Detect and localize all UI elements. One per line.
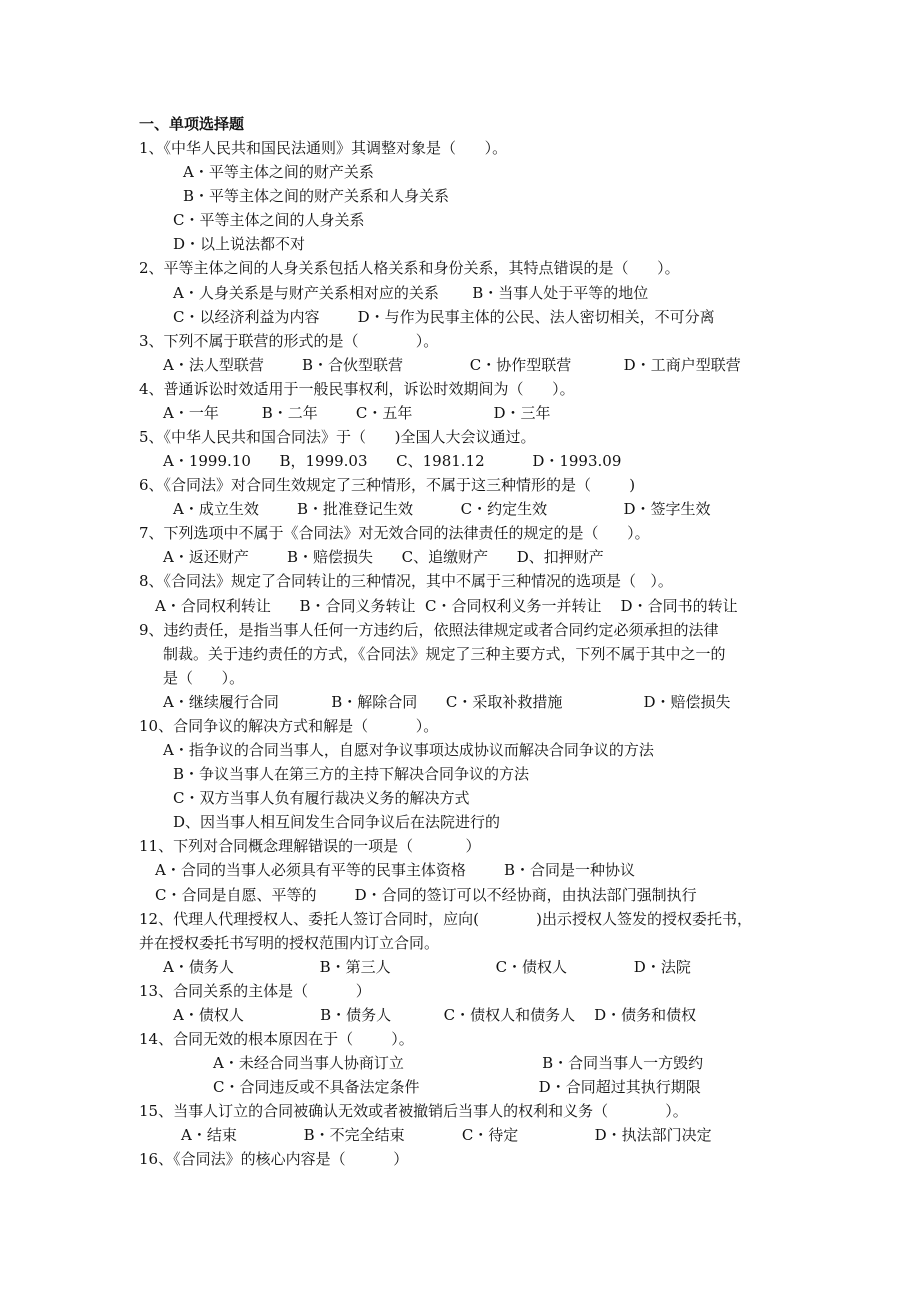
question-6: 6、《合同法》对合同生效规定了三种情形，不属于这三种情形的是（ ) xyxy=(139,476,636,494)
question-16: 16、《合同法》的核心内容是（ ） xyxy=(139,1150,409,1168)
option-line: C・双方当事人负有履行裁决义务的解决方式 xyxy=(173,789,470,807)
option-line: C・以经济利益为内容 D・与作为民事主体的公民、法人密切相关，不可分离 xyxy=(173,308,715,326)
option-line: C・平等主体之间的人身关系 xyxy=(173,211,365,229)
option-line: A・结束 B・不完全结束 C・待定 D・执法部门决定 xyxy=(181,1126,712,1144)
option-line: D、因当事人相互间发生合同争议后在法院进行的 xyxy=(173,813,501,831)
question-10: 10、合同争议的解决方式和解是（ ）。 xyxy=(139,717,439,735)
option-line: C・合同是自愿、平等的 D・合同的签订可以不经协商，由执法部门强制执行 xyxy=(155,886,697,904)
option-line: A・一年 B・二年 C・五年 D・三年 xyxy=(163,404,551,422)
question-15: 15、当事人订立的合同被确认无效或者被撤销后当事人的权利和义务（ ）。 xyxy=(139,1102,688,1120)
option-line: A・未经合同当事人协商订立 B・合同当事人一方毁约 xyxy=(213,1054,704,1072)
question-5: 5、《中华人民共和国合同法》于（ )全国人大会议通过。 xyxy=(139,428,536,446)
question-7: 7、下列选项中不属于《合同法》对无效合同的法律责任的规定的是（ ）。 xyxy=(139,524,650,542)
option-line: C・合同违反或不具备法定条件 D・合同超过其执行期限 xyxy=(213,1078,701,1096)
question-9-continued: 是（ ）。 xyxy=(163,669,245,687)
question-12: 12、代理人代理授权人、委托人签订合同时，应向( )出示授权人签发的授权委托书， xyxy=(139,910,753,928)
option-line: A・1999.10 B，1999.03 C、1981.12 D・1993.09 xyxy=(163,452,622,470)
question-13: 13、合同关系的主体是（ ） xyxy=(139,982,371,1000)
question-1: 1、《中华人民共和国民法通则》其调整对象是（ ）。 xyxy=(139,139,508,157)
option-line: A・法人型联营 B・合伙型联营 C・协作型联营 D・工商户型联营 xyxy=(163,356,741,374)
question-9-continued: 制裁。关于违约责任的方式，《合同法》规定了三种主要方式，下列不属于其中之一的 xyxy=(163,645,726,663)
option-line: A・平等主体之间的财产关系 xyxy=(183,163,374,181)
question-9: 9、违约责任，是指当事人任何一方违约后，依照法律规定或者合同约定必须承担的法律 xyxy=(139,621,719,639)
option-line: A・债务人 B・第三人 C・债权人 D・法院 xyxy=(163,958,691,976)
section-title: 一、单项选择题 xyxy=(139,115,245,133)
option-line: B・平等主体之间的财产关系和人身关系 xyxy=(183,187,450,205)
option-line: A・返还财产 B・赔偿损失 C、追缴财产 D、扣押财产 xyxy=(163,548,604,566)
question-2: 2、平等主体之间的人身关系包括人格关系和身份关系，其特点错误的是（ ）。 xyxy=(139,259,680,277)
question-8: 8、《合同法》规定了合同转让的三种情况，其中不属于三种情况的选项是（ ）。 xyxy=(139,572,673,590)
question-3: 3、下列不属于联营的形式的是（ ）。 xyxy=(139,332,439,350)
question-4: 4、普通诉讼时效适用于一般民事权利，诉讼时效期间为（ ）。 xyxy=(139,380,575,398)
option-line: D・以上说法都不对 xyxy=(173,235,306,253)
option-line: A・人身关系是与财产关系相对应的关系 B・当事人处于平等的地位 xyxy=(173,284,649,302)
question-12-continued: 并在授权委托书写明的授权范围内订立合同。 xyxy=(139,934,440,952)
question-14: 14、合同无效的根本原因在于（ ）。 xyxy=(139,1030,414,1048)
option-line: A・成立生效 B・批准登记生效 C・约定生效 D・签字生效 xyxy=(173,500,711,518)
option-line: B・争议当事人在第三方的主持下解决合同争议的方法 xyxy=(173,765,530,783)
option-line: A・合同的当事人必须具有平等的民事主体资格 B・合同是一种协议 xyxy=(155,861,636,879)
option-line: A・继续履行合同 B・解除合同 C・采取补救措施 D・赔偿损失 xyxy=(163,693,731,711)
option-line: A・债权人 B・债务人 C・债权人和债务人 D・债务和债权 xyxy=(173,1006,697,1024)
option-line: A・合同权利转让 B・合同义务转让 C・合同权利义务一并转让 D・合同书的转让 xyxy=(155,597,738,615)
question-11: 11、下列对合同概念理解错误的一项是（ ） xyxy=(139,837,481,855)
option-line: A・指争议的合同当事人，自愿对争议事项达成协议而解决合同争议的方法 xyxy=(163,741,654,759)
